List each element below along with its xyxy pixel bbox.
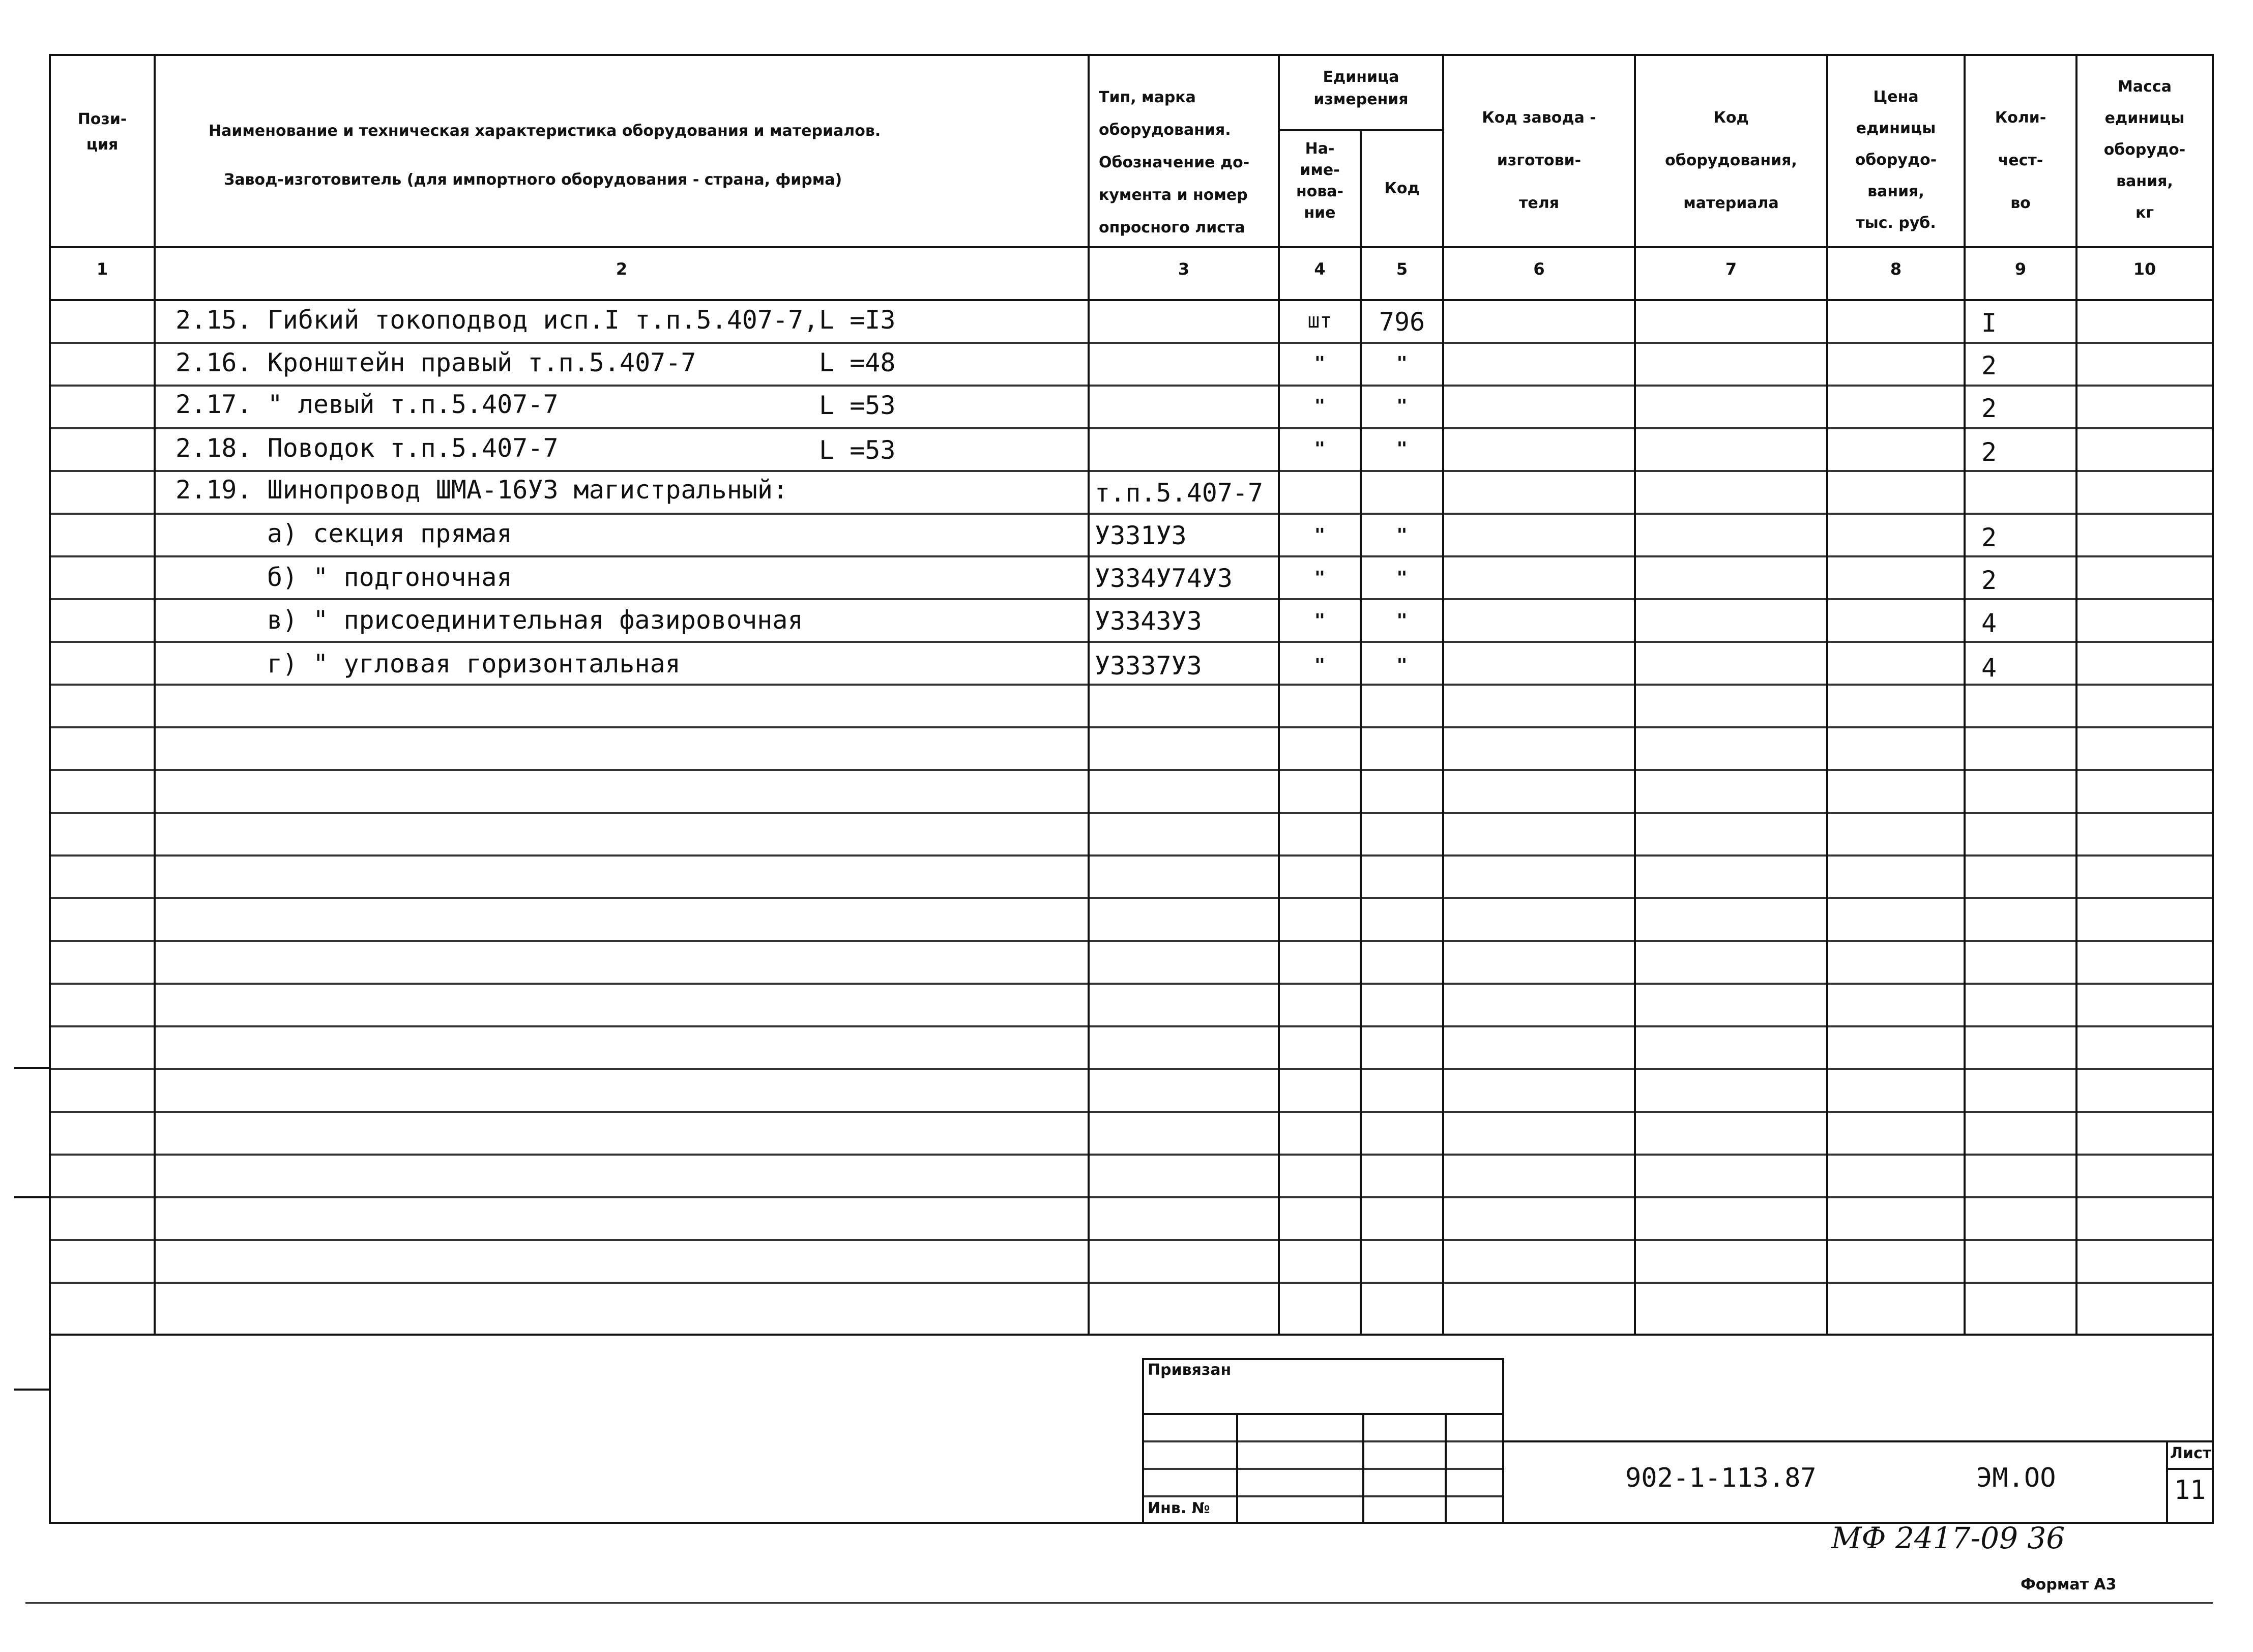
col7-header-line: материала — [1683, 194, 1779, 212]
col2-header-line: Завод-изготовитель (для импортного оборудования - страна, фирма) — [224, 171, 842, 189]
margin-tick — [14, 1067, 50, 1069]
col-number: 10 — [2133, 259, 2156, 279]
item-unit: " — [1314, 353, 1326, 374]
stamp-top-line — [1142, 1358, 1504, 1360]
doc-title-top-line — [1502, 1440, 2214, 1442]
item-unit: " — [1314, 610, 1326, 631]
item-length: L =48 — [819, 348, 896, 377]
item-code: " — [1396, 396, 1408, 417]
item-name: 2.16. Кронштейн правый т.п.5.407-7 — [175, 348, 696, 377]
col5-header: Код — [1384, 180, 1420, 197]
item-length: L =53 — [819, 435, 896, 465]
stamp-col-line — [1362, 1413, 1364, 1524]
footer-line — [25, 1602, 2213, 1604]
header-bottom-line — [49, 246, 2214, 248]
col-number: 5 — [1396, 259, 1408, 279]
col6-header-line: теля — [1519, 194, 1559, 212]
stamp-row-line — [1142, 1495, 1504, 1497]
item-type: У331У3 — [1095, 521, 1187, 550]
frame-right-line — [2212, 54, 2214, 1524]
unit-group-header-line: измерения — [1313, 91, 1409, 108]
item-length: L =I3 — [819, 305, 896, 335]
doc-number: 902-1-113.87 — [1625, 1463, 1817, 1493]
row-line — [49, 854, 2214, 857]
row-line — [49, 427, 2214, 429]
col-number: 2 — [616, 259, 628, 279]
col10-header-line: единицы — [2104, 109, 2185, 127]
row-line — [49, 1282, 2214, 1284]
inv-label: Инв. № — [1148, 1499, 1210, 1517]
unit-group-divider — [1278, 129, 1444, 131]
col7-header — [1636, 97, 1826, 225]
margin-tick — [14, 1196, 50, 1198]
col4-header-line: нова- — [1296, 183, 1344, 200]
item-code: " — [1396, 353, 1408, 374]
col-number: 6 — [1533, 259, 1545, 279]
item-unit: " — [1314, 568, 1326, 588]
item-name: а) секция прямая — [267, 519, 512, 548]
row-line — [49, 598, 2214, 600]
item-name: в) " присоединительная фазировочная — [267, 605, 803, 635]
row-line — [49, 1025, 2214, 1027]
item-unit: " — [1314, 525, 1326, 546]
table-bottom-line — [49, 1334, 2214, 1336]
col2-header — [209, 107, 881, 204]
stamp-row-line — [1142, 1440, 1504, 1442]
item-type: У3343У3 — [1095, 606, 1202, 636]
col3-header-line: опросного листа — [1099, 219, 1245, 237]
col9-header-line: Коли- — [1995, 109, 2046, 127]
row-line — [49, 726, 2214, 728]
col9-header-line: во — [2010, 194, 2031, 212]
item-qty: 2 — [1981, 566, 1997, 595]
row-line — [49, 940, 2214, 942]
format-label: Формат А3 — [2021, 1576, 2117, 1594]
sheet-label: Лист — [2170, 1444, 2212, 1462]
col7-header-line: Код — [1713, 109, 1749, 127]
stamp-row-line — [1142, 1413, 1504, 1415]
item-unit: " — [1314, 396, 1326, 417]
col9-header-line: чест- — [1998, 152, 2043, 169]
col-number: 7 — [1725, 259, 1737, 279]
margin-tick — [14, 1389, 50, 1391]
row-line — [49, 684, 2214, 686]
item-type: У3337У3 — [1095, 651, 1202, 681]
row-line — [49, 1111, 2214, 1113]
row-line — [49, 769, 2214, 771]
col3-header-line: кумента и номер — [1099, 186, 1248, 204]
col-number: 3 — [1178, 259, 1190, 279]
col6-header — [1444, 97, 1634, 225]
item-name: б) " подгоночная — [267, 563, 512, 592]
unit-group-header-line: Единица — [1323, 68, 1399, 86]
item-unit: шт — [1307, 309, 1332, 333]
row-line — [49, 1068, 2214, 1070]
col7-header-line: оборудования, — [1665, 152, 1797, 169]
col6-header-line: изготови- — [1497, 152, 1582, 169]
col10-header-line: оборудо- — [2103, 141, 2186, 159]
col10-header-line: кг — [2135, 204, 2154, 222]
row-line — [49, 1196, 2214, 1198]
col1-header-line: ция — [86, 136, 119, 154]
col1-header-line: Пози- — [77, 110, 127, 128]
row-line — [49, 342, 2214, 344]
col8-header-line: тыс. руб. — [1856, 214, 1936, 232]
sheet-box-divider — [2166, 1468, 2214, 1470]
row-line — [49, 470, 2214, 472]
stamp-col-line — [1445, 1413, 1447, 1524]
item-name: 2.18. Поводок т.п.5.407-7 — [175, 433, 559, 463]
handwritten-archive-number: МФ 2417-09 36 — [1831, 1521, 2065, 1555]
item-name: 2.17. " левый т.п.5.407-7 — [175, 390, 559, 419]
col3-header-line: Тип, марка — [1099, 88, 1196, 106]
item-qty: 2 — [1981, 394, 1997, 423]
col4-header — [1280, 138, 1360, 224]
row-line — [49, 1154, 2214, 1156]
col8-header-line: единицы — [1856, 120, 1936, 137]
col-number: 8 — [1890, 259, 1902, 279]
col3-header-line: Обозначение до- — [1099, 154, 1250, 171]
row-line — [49, 641, 2214, 643]
col-number: 1 — [96, 259, 108, 279]
frame-top-line — [49, 54, 2214, 56]
item-code: " — [1396, 610, 1408, 631]
item-type: У334У74У3 — [1095, 564, 1233, 593]
col9-header — [1966, 97, 2075, 225]
col10-header-line: Масса — [2118, 78, 2172, 96]
item-qty: 2 — [1981, 351, 1997, 380]
item-name: 2.19. Шинопровод ШМА-16У3 магистральный: — [175, 475, 788, 505]
item-code: " — [1396, 438, 1408, 459]
col4-header-line: ние — [1304, 204, 1336, 222]
row-line — [49, 812, 2214, 814]
col8-header — [1828, 81, 1964, 239]
item-length: L =53 — [819, 391, 896, 420]
col8-header-line: оборудо- — [1855, 151, 1937, 169]
doc-section: ЭМ.ОО — [1976, 1463, 2056, 1493]
col2-header-line: Наименование и техническая характеристика оборудования и материалов. — [209, 122, 881, 140]
item-type: т.п.5.407-7 — [1095, 478, 1264, 508]
numbers-bottom-line — [49, 299, 2214, 301]
item-code: " — [1396, 525, 1408, 546]
col10-header — [2078, 71, 2212, 229]
col-number: 9 — [2014, 259, 2027, 279]
col8-header-line: вания, — [1867, 183, 1924, 200]
item-qty: 2 — [1981, 437, 1997, 467]
col-number: 4 — [1314, 259, 1326, 279]
row-line — [49, 983, 2214, 985]
item-name: г) " угловая горизонтальная — [267, 649, 681, 678]
col6-header-line: Код завода - — [1482, 109, 1596, 127]
item-unit: " — [1314, 655, 1326, 676]
row-line — [49, 1239, 2214, 1241]
row-line — [49, 513, 2214, 515]
item-qty: 2 — [1981, 523, 1997, 552]
col3-header — [1099, 81, 1249, 244]
item-qty: 4 — [1981, 653, 1997, 683]
row-line — [49, 385, 2214, 387]
row-line — [49, 555, 2214, 557]
col8-header-line: Цена — [1873, 88, 1919, 106]
item-unit: " — [1314, 438, 1326, 459]
col1-header — [51, 107, 154, 158]
col3-header-line: оборудования. — [1099, 121, 1231, 139]
col4-header-line: На- — [1305, 140, 1335, 158]
item-qty: 4 — [1981, 608, 1997, 638]
unit-group-header — [1280, 66, 1442, 111]
item-code: " — [1396, 655, 1408, 676]
col10-header-line: вания, — [2116, 172, 2173, 190]
item-qty: I — [1981, 308, 1997, 338]
col4-header-line: име- — [1300, 161, 1340, 179]
sheet-number: 11 — [2174, 1475, 2206, 1506]
item-code: " — [1396, 568, 1408, 588]
item-code: 796 — [1379, 307, 1425, 337]
item-name: 2.15. Гибкий токоподвод исп.I т.п.5.407-7, — [175, 305, 819, 335]
stamp-row-line — [1142, 1468, 1504, 1470]
bound-label: Привязан — [1148, 1361, 1232, 1379]
row-line — [49, 897, 2214, 899]
stamp-col-line — [1236, 1413, 1238, 1524]
